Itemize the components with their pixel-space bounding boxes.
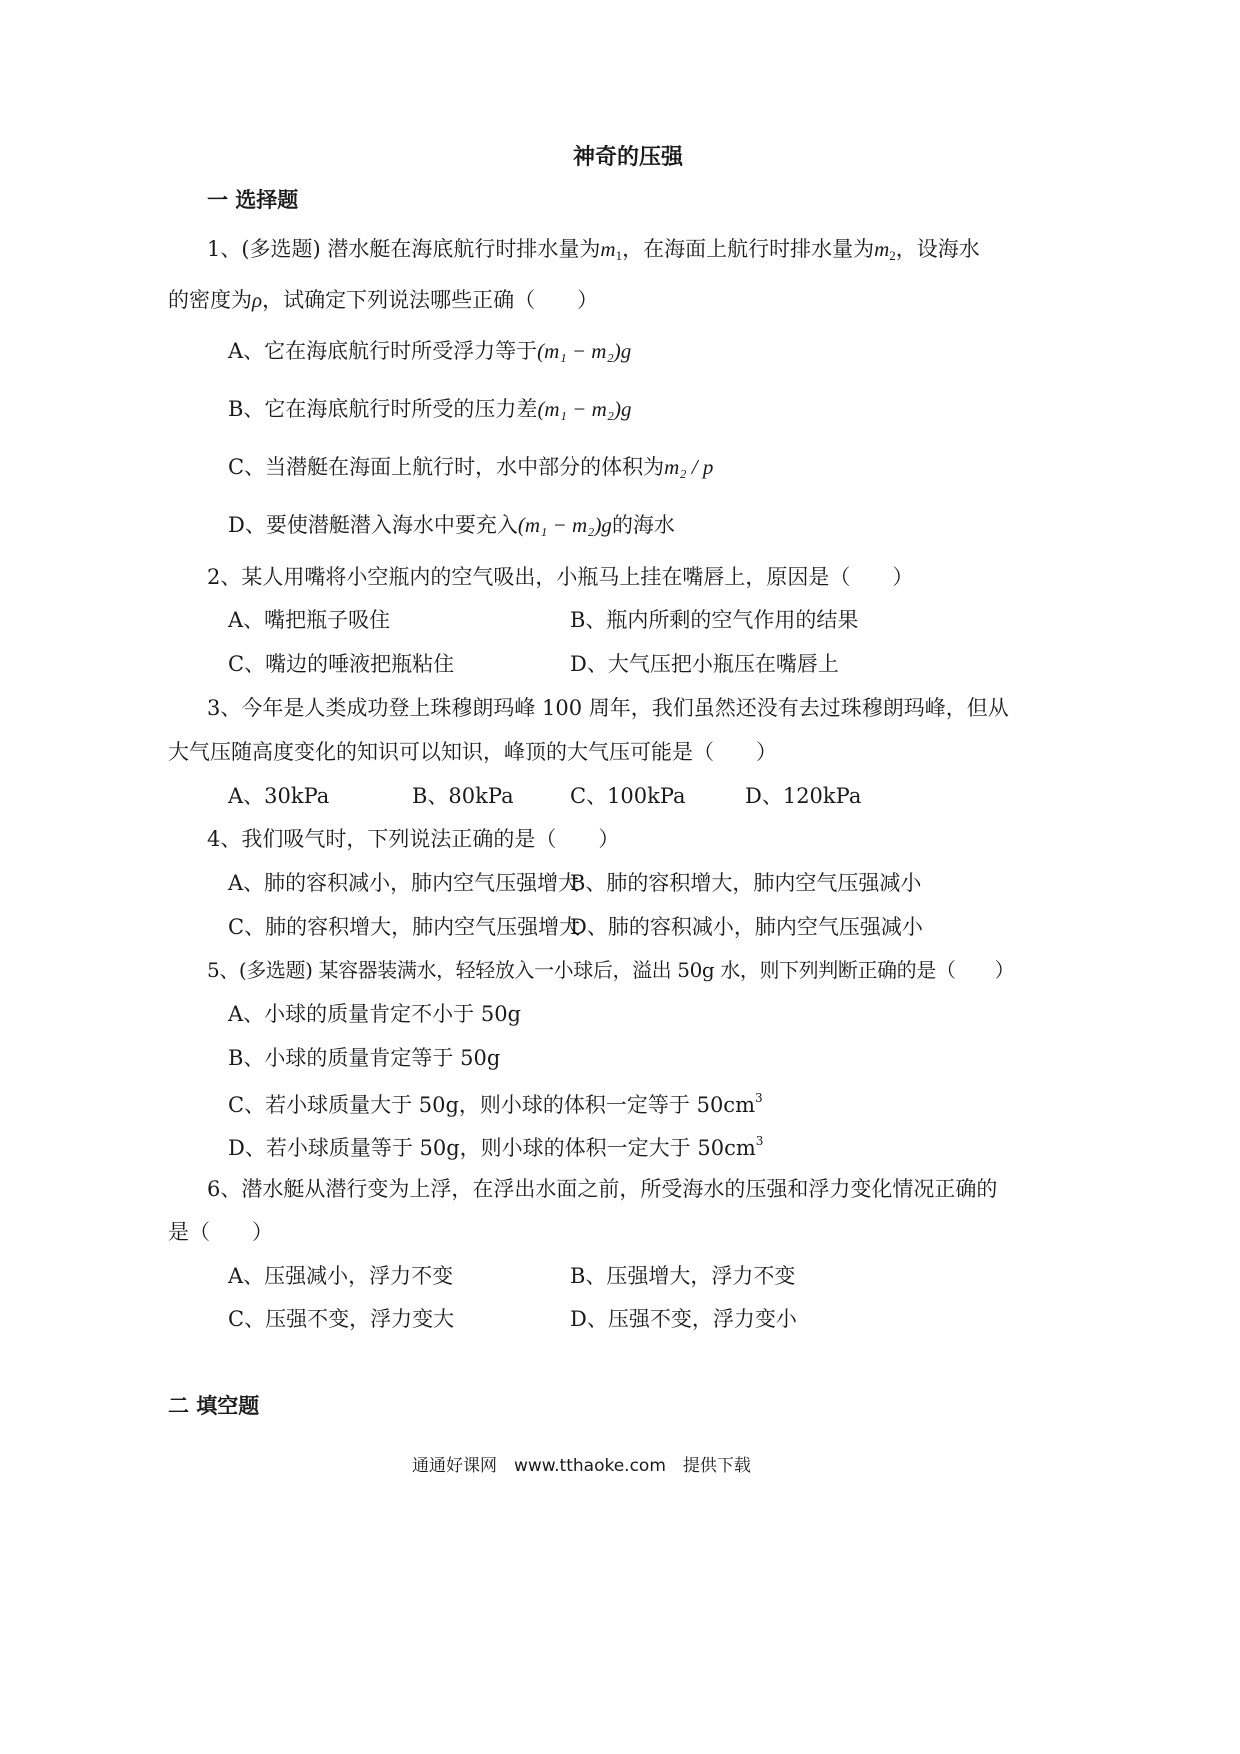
question-5-stem: 5、(多选题) 某容器装满水，轻轻放入一小球后，溢出 50g 水，则下列判断正确的是（ ） <box>207 958 1015 982</box>
question-6-option-d: D、压强不变，浮力变小 <box>570 1307 797 1331</box>
question-5-option-b: B、小球的质量肯定等于 50g <box>228 1046 501 1070</box>
var-m1: $m_1$ <box>600 237 623 263</box>
question-4-stem: 4、我们吸气时，下列说法正确的是（ ） <box>207 827 620 851</box>
question-3-option-a: A、30kPa <box>228 784 330 808</box>
question-4-option-c: C、肺的容积增大，肺内空气压强增大 <box>228 915 581 939</box>
question-4-option-a: A、肺的容积减小，肺内空气压强增大 <box>228 871 580 895</box>
question-3-stem-line1: 3、今年是人类成功登上珠穆朗玛峰 100 周年，我们虽然还没有去过珠穆朗玛峰，但从 <box>207 696 1009 720</box>
question-4-option-b: B、肺的容积增大，肺内空气压强减小 <box>570 871 922 895</box>
question-3-option-b: B、80kPa <box>412 784 514 808</box>
question-6-option-a: A、压强减小，浮力不变 <box>228 1264 454 1288</box>
var-rho: ρ <box>252 288 263 312</box>
question-1-option-a: A、它在海底航行时所受浮力等于(m₁ − m₂)g <box>228 339 632 363</box>
question-1-option-b: B、它在海底航行时所受的压力差(m₁ − m₂)g <box>228 397 632 421</box>
question-5-option-a: A、小球的质量肯定不小于 50g <box>228 1002 522 1026</box>
question-1-option-c: C、当潜艇在海面上航行时，水中部分的体积为m₂ / p <box>228 455 714 479</box>
question-1-line1: 1、(多选题) 潜水艇在海底航行时排水量为$m_1$，在海面上航行时排水量为$m_2$，设海水 <box>207 237 980 263</box>
question-4-option-d: D、肺的容积减小，肺内空气压强减小 <box>570 915 923 939</box>
question-3-stem-line2: 大气压随高度变化的知识可以知识，峰顶的大气压可能是（ ） <box>168 740 777 764</box>
question-3-option-c: C、100kPa <box>570 784 686 808</box>
question-5-option-d: D、若小球质量等于 50g，则小球的体积一定大于 $50cm^3$ <box>228 1134 764 1160</box>
question-2-option-c: C、嘴边的唾液把瓶粘住 <box>228 652 455 676</box>
question-1-line2: 的密度为ρ，试确定下列说法哪些正确（ ） <box>168 288 599 312</box>
question-6-stem-line2: 是（ ） <box>168 1220 273 1244</box>
question-2-stem: 2、某人用嘴将小空瓶内的空气吸出，小瓶马上挂在嘴唇上，原因是（ ） <box>207 565 914 589</box>
page-title: 神奇的压强 <box>573 145 684 170</box>
section-heading-choice: 一 选择题 <box>207 188 299 212</box>
question-1-option-d: D、要使潜艇潜入海水中要充入(m₁ − m₂)g的海水 <box>228 513 675 537</box>
section-heading-fill-blank: 二 填空题 <box>168 1394 260 1418</box>
question-2-option-d: D、大气压把小瓶压在嘴唇上 <box>570 652 839 676</box>
var-m2: $m_2$ <box>874 237 896 263</box>
question-5-option-c: C、若小球质量大于 50g，则小球的体积一定等于 $50cm^3$ <box>228 1091 763 1117</box>
question-6-option-c: C、压强不变，浮力变大 <box>228 1307 455 1331</box>
question-2-option-b: B、瓶内所剩的空气作用的结果 <box>570 608 859 632</box>
question-6-option-b: B、压强增大，浮力不变 <box>570 1264 796 1288</box>
question-6-stem-line1: 6、潜水艇从潜行变为上浮，在浮出水面之前，所受海水的压强和浮力变化情况正确的 <box>207 1177 998 1201</box>
page-footer: 通通好课网 www.tthaoke.com 提供下载 <box>412 1456 751 1476</box>
question-3-option-d: D、120kPa <box>745 784 862 808</box>
question-2-option-a: A、嘴把瓶子吸住 <box>228 608 391 632</box>
